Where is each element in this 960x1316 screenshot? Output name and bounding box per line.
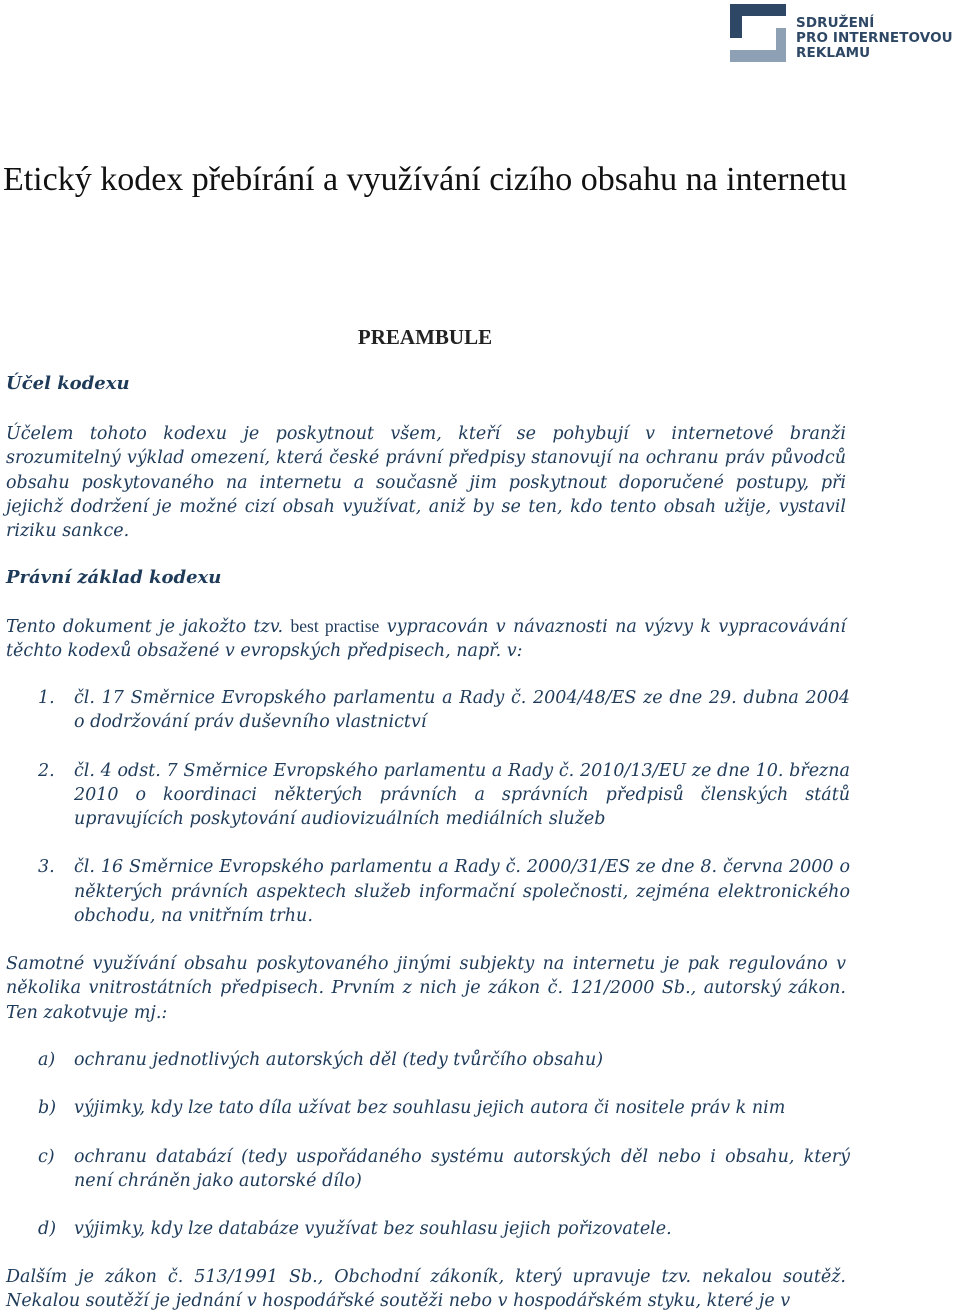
list-letter: a)	[38, 1050, 56, 1070]
logo	[728, 0, 960, 66]
list-item	[0, 1145, 850, 1194]
protections-list	[0, 1048, 850, 1265]
list-item	[0, 686, 850, 735]
legal-basis-text-c: vypracován v návaznosti na výzvy k vypracovávání těchto kodexů obsažené v evropských předpisech, např. v:	[6, 617, 846, 662]
logo-mark-icon	[728, 0, 792, 66]
logo-line-2: PRO INTERNETOVOU	[796, 30, 953, 46]
list-item-text: výjimky, kdy lze tato díla užívat bez souhlasu jejich autora či nositele práv k nim	[74, 1098, 786, 1119]
list-item-text: ochranu databází (tedy uspořádaného systému autorských děl nebo i obsahu, který není chráněn jako autorské dílo)	[74, 1146, 850, 1191]
list-item-text: výjimky, kdy lze databáze využívat bez souhlasu jejich pořizovatele.	[74, 1219, 672, 1240]
list-letter: c)	[38, 1146, 55, 1167]
list-item-text: ochranu jednotlivých autorských děl (tedy tvůrčího obsahu)	[74, 1050, 604, 1070]
list-item	[0, 759, 850, 832]
legal-basis-paragraph	[6, 614, 846, 664]
logo-line-3: REKLAMU	[796, 45, 871, 61]
list-letter: b)	[38, 1098, 57, 1119]
list-item-text: čl. 17 Směrnice Evropského parlamentu a Rady č. 2004/48/ES ze dne 29. dubna 2004 o dodržování práv duševního vlastnictví	[74, 688, 850, 733]
section-heading-legal-basis: Právní základ kodexu	[6, 567, 222, 588]
list-item	[0, 1048, 850, 1072]
list-number: 2.	[38, 760, 55, 781]
list-item	[0, 1217, 850, 1241]
list-number: 1.	[38, 688, 55, 708]
list-number: 3.	[38, 857, 55, 878]
list-item	[0, 855, 850, 928]
list-item-text: čl. 4 odst. 7 Směrnice Evropského parlamentu a Rady č. 2010/13/EU ze dne 10. března 2010 o koordinaci některých právních a správních předpisů členských států upravujících poskytování audiovizuálních mediálních služeb	[74, 760, 850, 830]
logo-text	[796, 16, 953, 61]
legal-basis-text-a: Tento dokument je jakožto tzv.	[6, 617, 284, 637]
section-heading-purpose: Účel kodexu	[6, 373, 130, 394]
directives-list	[0, 686, 850, 952]
purpose-paragraph: Účelem tohoto kodexu je poskytnout všem, kteří se pohybují v internetové branži srozumitelný výklad omezení, která české právní předpisy stanovují na ochranu práv původců obsahu poskytovaného na internetu a současně jim poskytnout doporučené postupy, při jejichž dodržení je možné cizí obsah využívat, aniž by se ten, kdo tento obsah užije, vystavil riziku sankce.	[6, 424, 846, 542]
best-practise-term: best practise	[290, 616, 380, 636]
copyright-act-paragraph: Samotné využívání obsahu poskytovaného jinými subjekty na internetu je pak regulováno v několika vnitrostátních předpisech. Prvním z nich je zákon č. 121/2000 Sb., autorský zákon. Ten zakotvuje mj.:	[6, 954, 846, 1023]
document-title: Etický kodex přebírání a využívání cizího obsahu na internetu	[2, 161, 848, 198]
logo-line-1: SDRUŽENÍ	[796, 15, 875, 31]
list-item	[0, 1096, 850, 1120]
commercial-code-paragraph: Dalším je zákon č. 513/1991 Sb., Obchodní zákoník, který upravuje tzv. nekalou soutěž. Nekalou soutěží je jednání v hospodářské soutěži nebo v hospodářském styku, které je v	[6, 1267, 846, 1312]
list-item-text: čl. 16 Směrnice Evropského parlamentu a Rady č. 2000/31/ES ze dne 8. června 2000 o některých právních aspektech služeb informační společnosti, zejména elektronického obchodu, na vnitřním trhu.	[74, 857, 850, 927]
preamble-heading: PREAMBULE	[357, 325, 493, 349]
list-letter: d)	[38, 1219, 57, 1240]
